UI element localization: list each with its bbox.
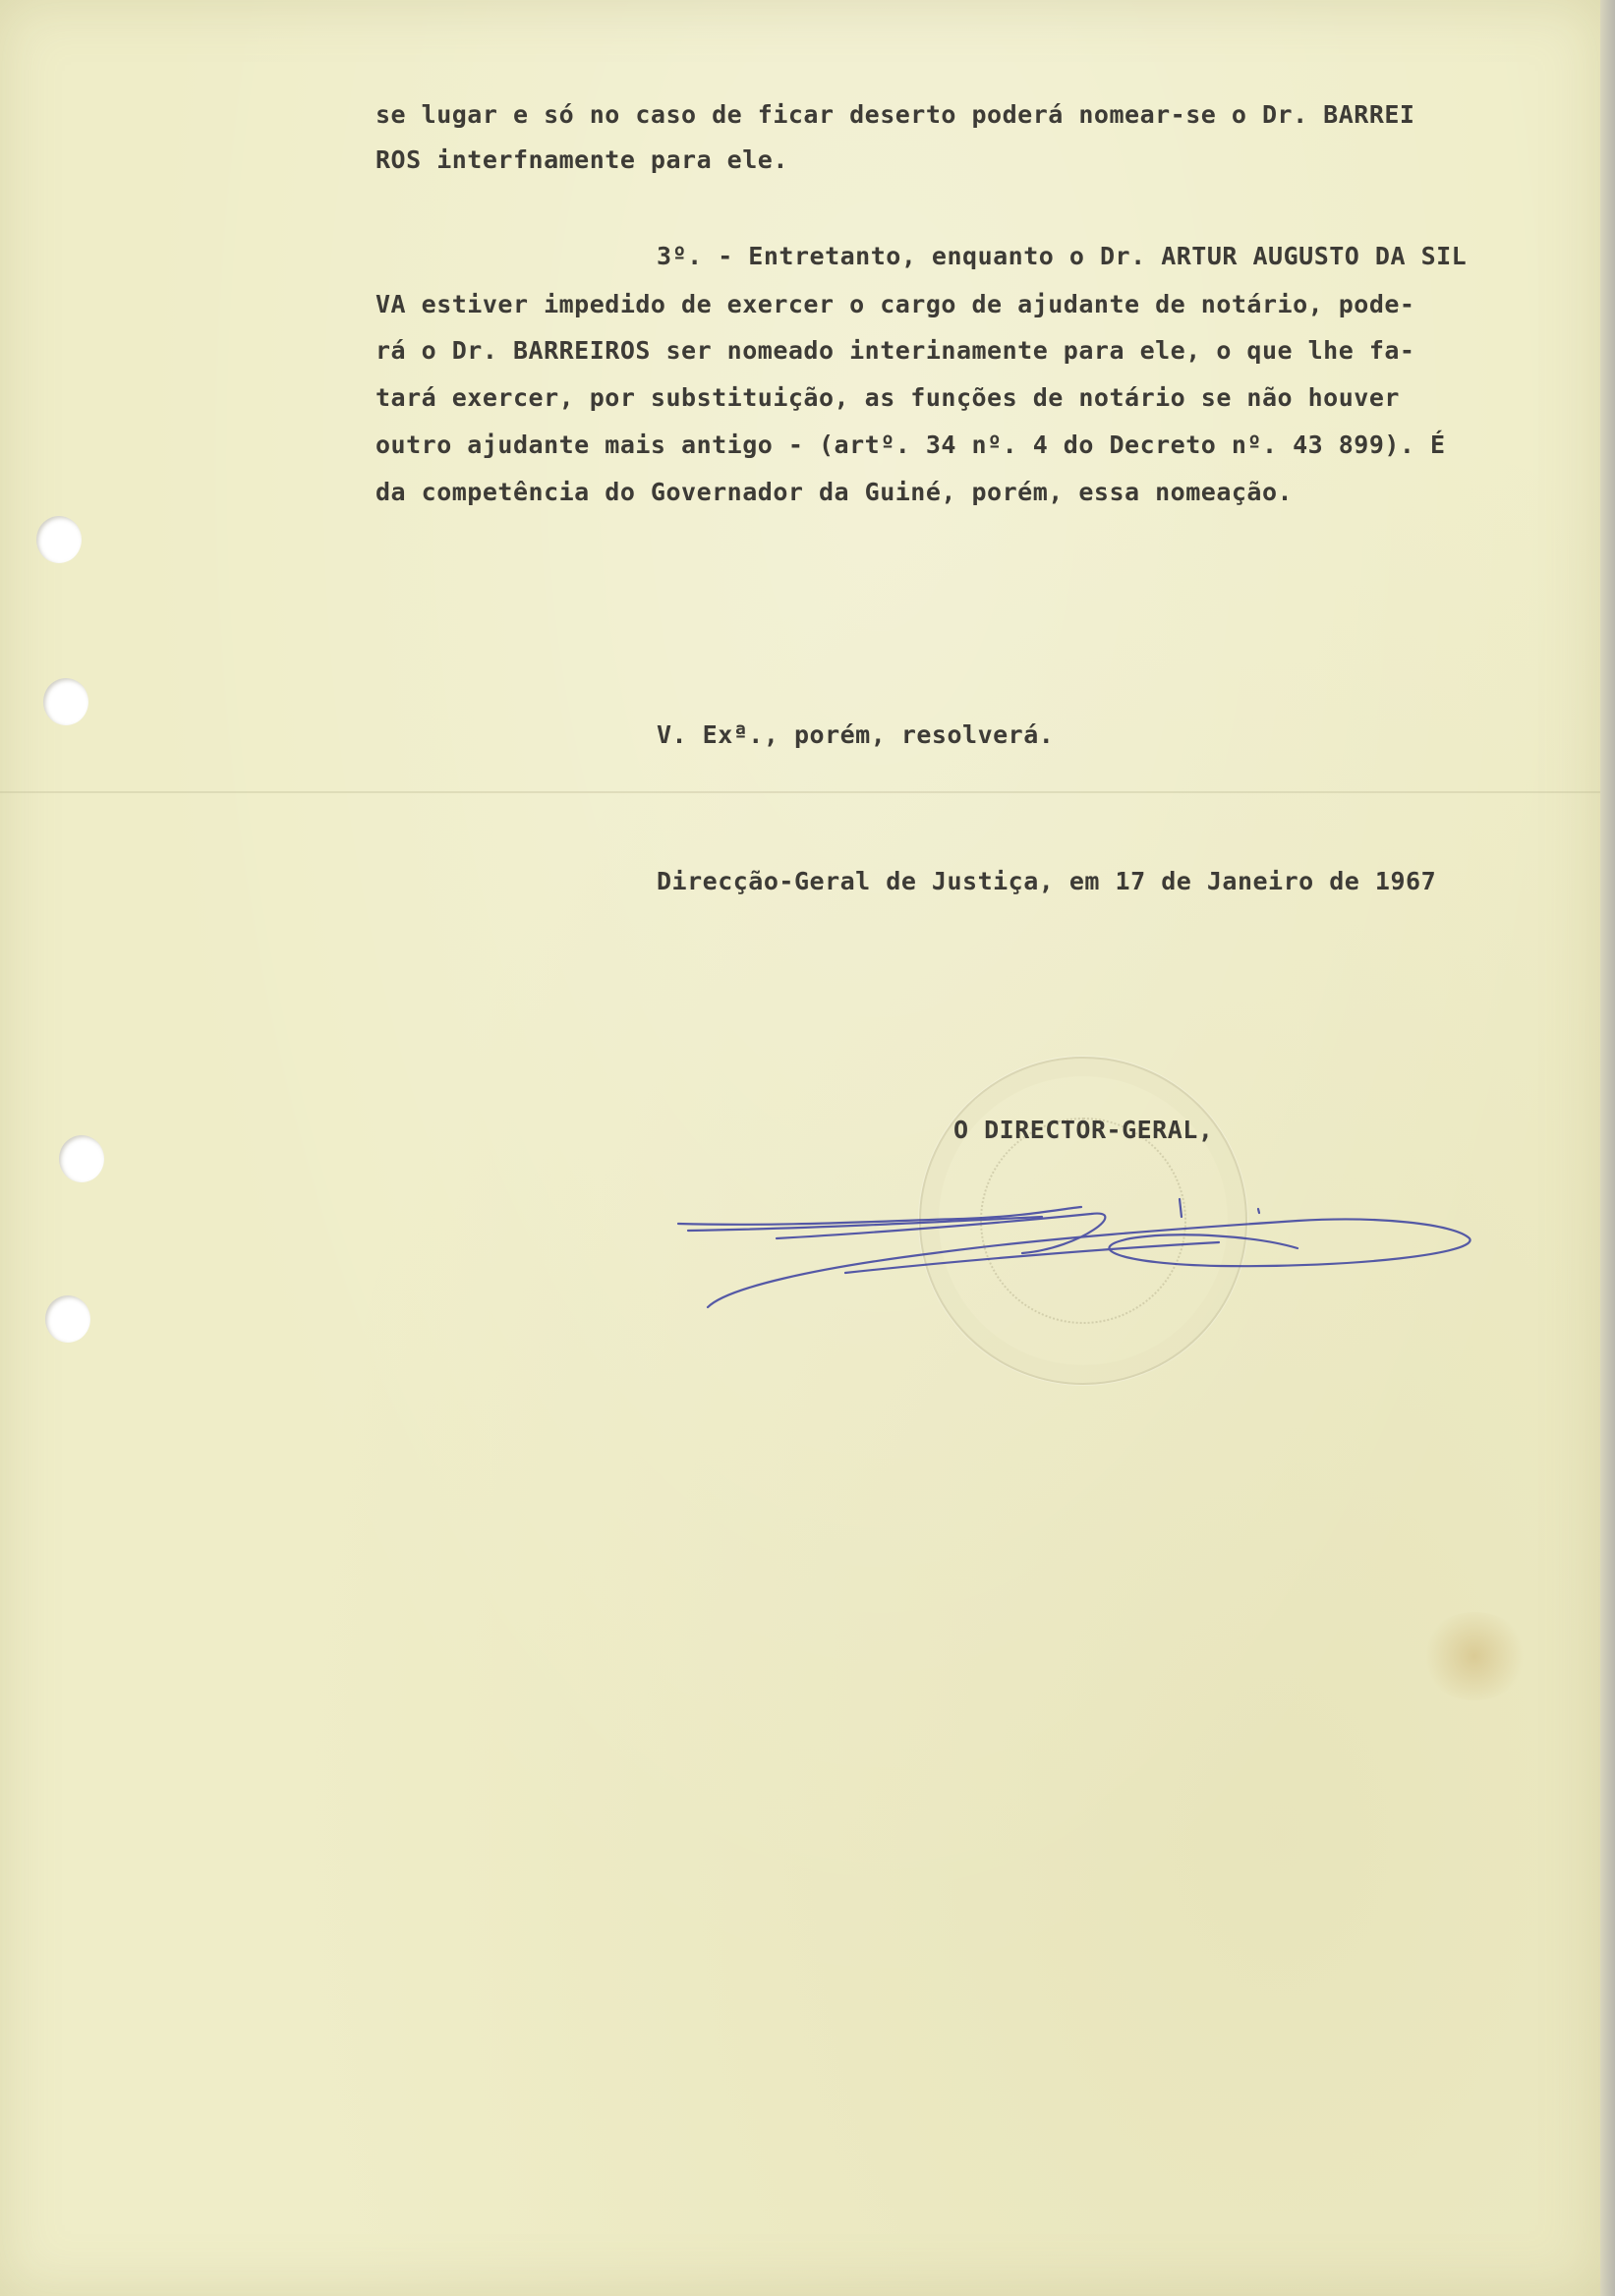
punch-hole [59, 1135, 104, 1182]
signatory-title: O DIRECTOR-GERAL, [953, 1116, 1214, 1144]
letter-body [375, 100, 1585, 191]
paragraph-3-line-4: tará exercer, por substituição, as funções de notário se não houver [375, 383, 1400, 412]
paragraph-3-line-1: 3º. - Entretanto, enquanto o Dr. ARTUR AUGUSTO DA SIL [657, 242, 1468, 270]
paragraph-3-line-2: VA estiver impedido de exercer o cargo de ajudante de notário, pode- [375, 290, 1415, 318]
paragraph-3-line-6: da competência do Governador da Guiné, porém, essa nomeação. [375, 478, 1294, 506]
punch-hole [43, 678, 88, 725]
paper-stain [1420, 1612, 1528, 1700]
paper-edge [1600, 0, 1615, 2296]
paragraph-3-line-3: rá o Dr. BARREIROS ser nomeado interinamente para ele, o que lhe fa- [375, 336, 1415, 365]
resolution-line: V. Exª., porém, resolverá. [657, 720, 1055, 749]
text-line: se lugar e só no caso de ficar deserto poderá nomear-se o Dr. BARREI [375, 100, 1415, 129]
paragraph-3-line-5: outro ajudante mais antigo - (artº. 34 nº. 4 do Decreto nº. 43 899). É [375, 430, 1446, 459]
text-line: ROS interfnamente para ele. [375, 145, 788, 174]
paper-fold-line [0, 791, 1600, 793]
handwritten-signature [668, 1179, 1484, 1327]
punch-hole [36, 516, 82, 563]
place-date-line: Direcção-Geral de Justiça, em 17 de Janeiro de 1967 [657, 867, 1437, 895]
punch-hole [45, 1295, 90, 1343]
